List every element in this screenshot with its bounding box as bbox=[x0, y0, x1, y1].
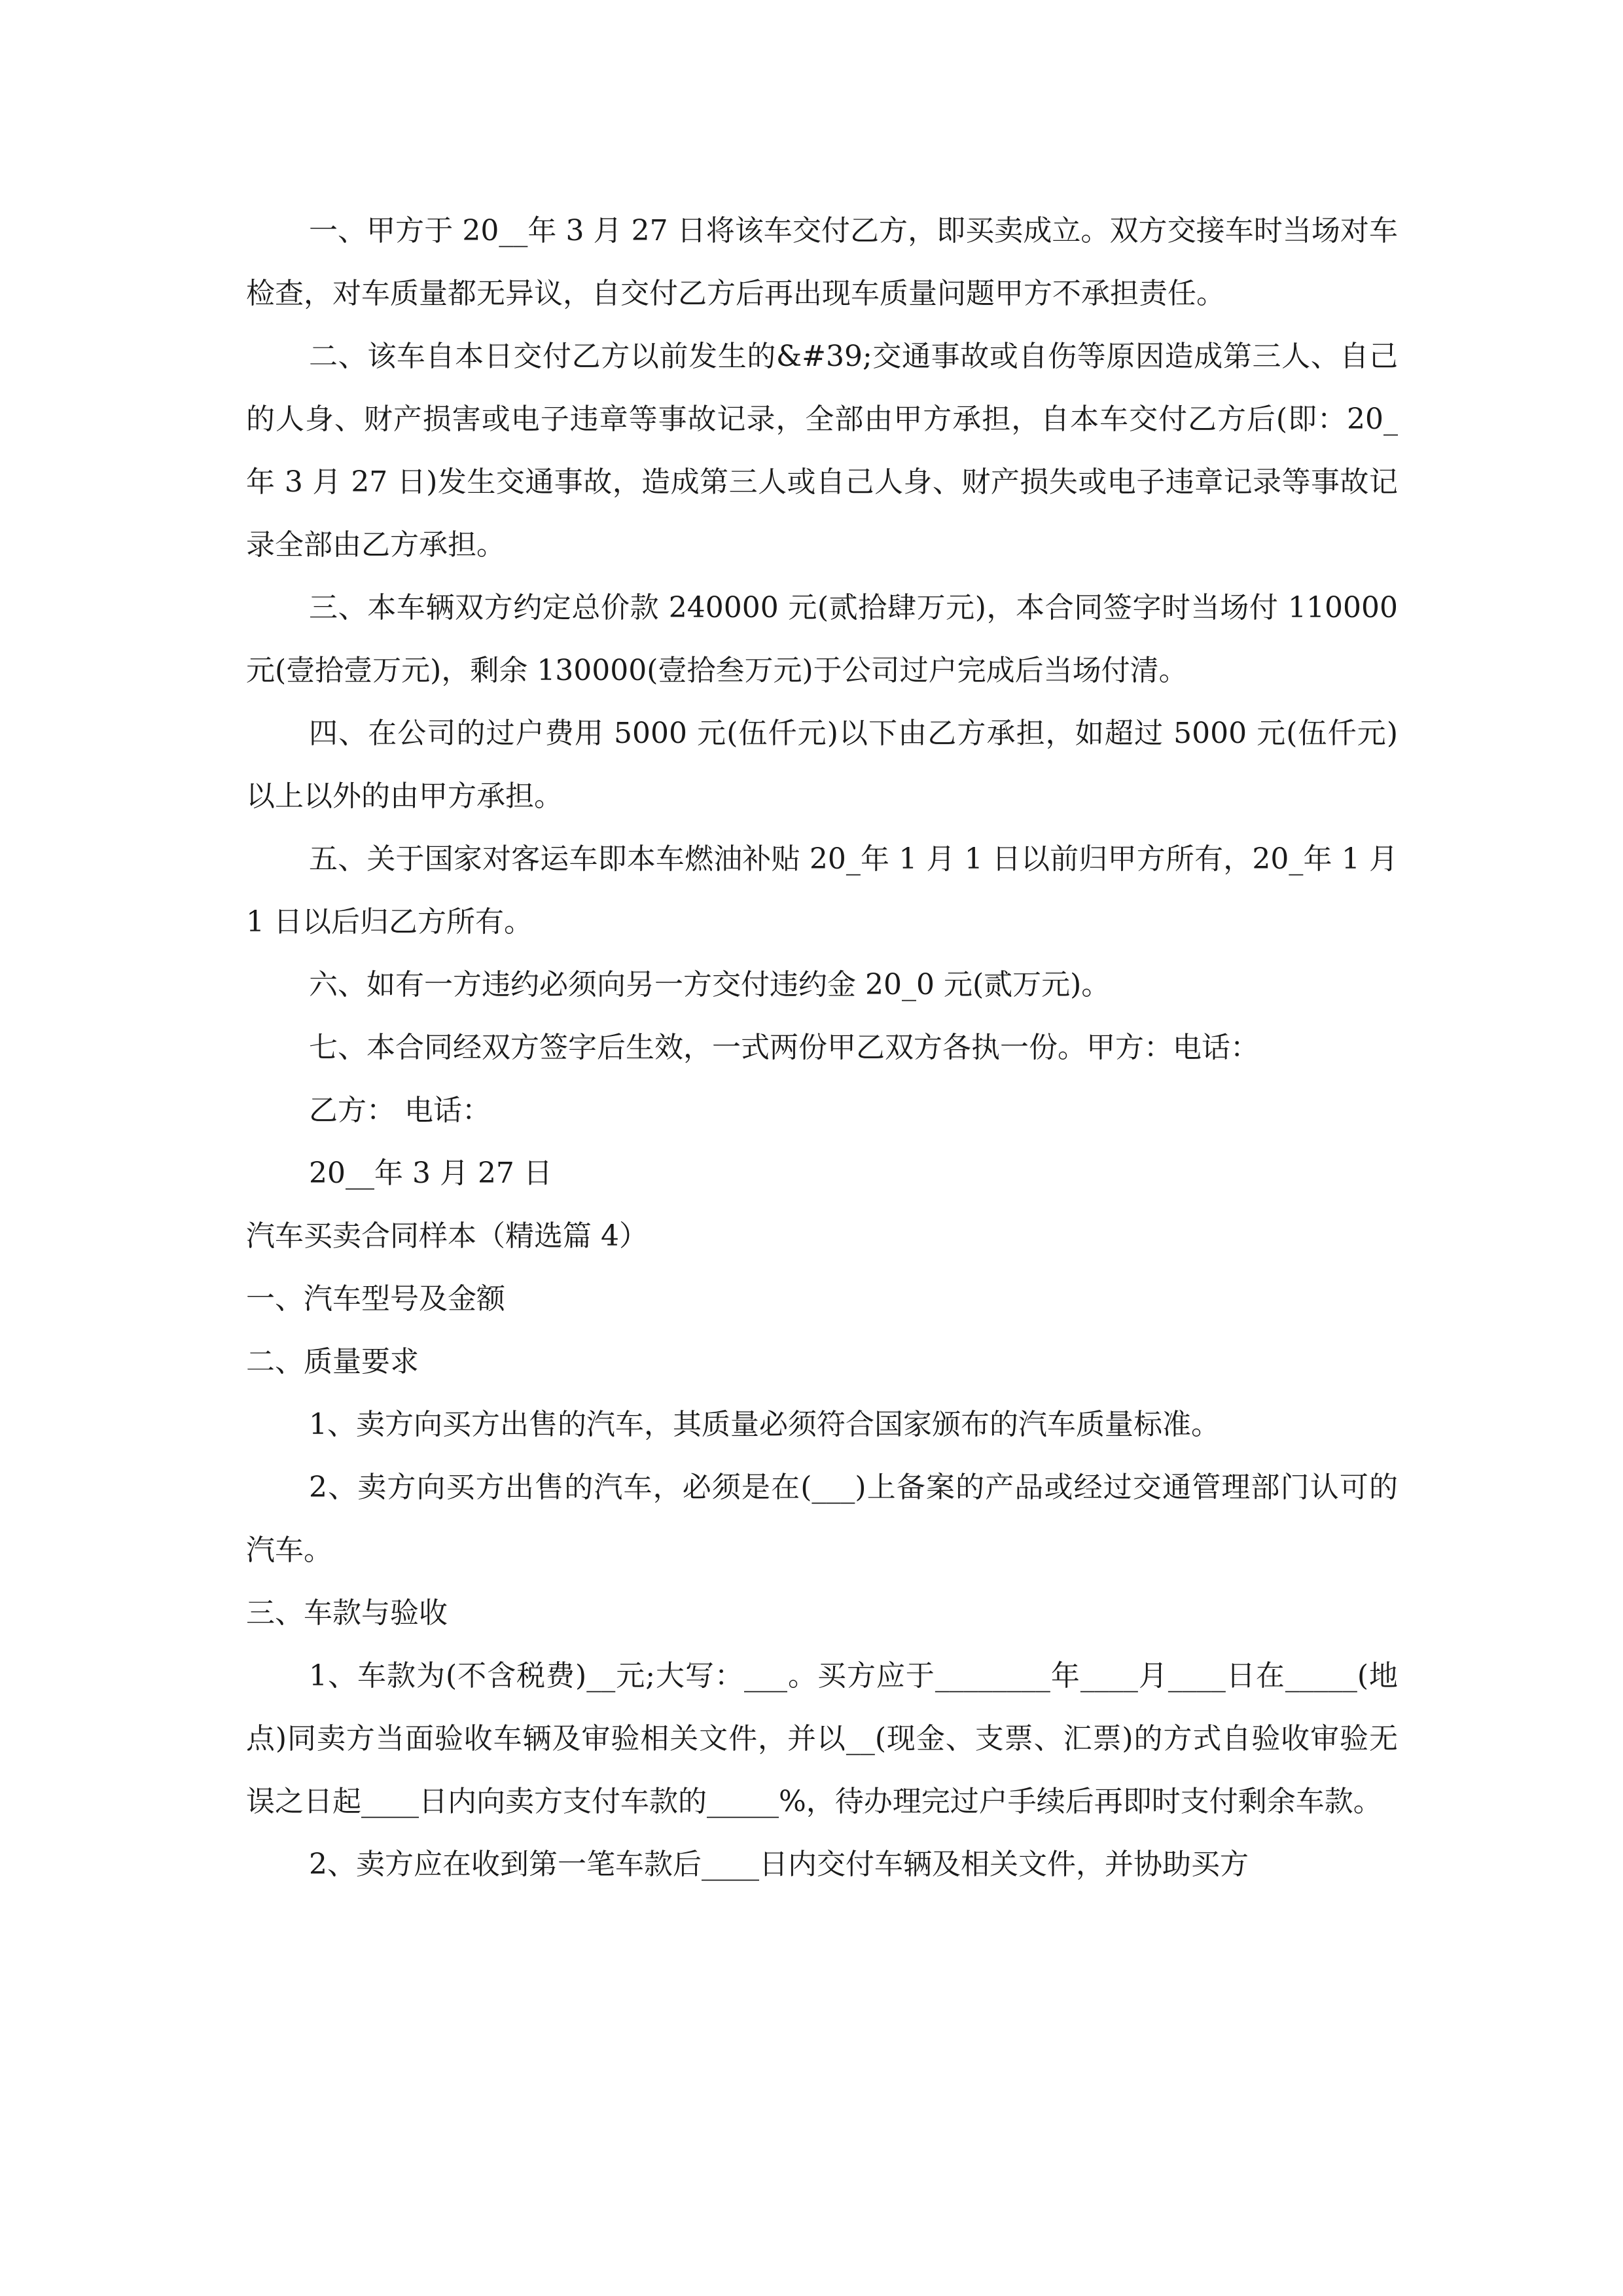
section-title: 汽车买卖合同样本（精选篇 4） bbox=[246, 1219, 648, 1253]
clause-3-paragraph: 三、本车辆双方约定总价款 240000 元(贰拾肆万元)，本合同签字时当场付 110000 元(壹拾壹万元)，剩余 130000(壹拾叁万元)于公司过户完成后当场付清。 bbox=[246, 591, 1398, 687]
quality-item-1: 1、卖方向买方出售的汽车，其质量必须符合国家颁布的汽车质量标准。 bbox=[309, 1408, 1220, 1441]
clause-7-paragraph: 七、本合同经双方签字后生效，一式两份甲乙双方各执一份。甲方：电话： bbox=[309, 1031, 1259, 1064]
heading-quality-requirements: 二、质量要求 bbox=[246, 1345, 419, 1378]
payment-item-2: 2、卖方应在收到第一笔车款后____日内交付车辆及相关文件，并协助买方 bbox=[309, 1848, 1249, 1881]
quality-item-2: 2、卖方向买方出售的汽车，必须是在(___)上备案的产品或经过交通管理部门认可的汽车。 bbox=[246, 1471, 1398, 1567]
payment-item-1: 1、车款为(不含税费)__元;大写：___。买方应于________年____月____日在_____(地点)同卖方当面验收车辆及审验相关文件，并以__(现金、支票、汇票)的方式自验收审验无误之日起____日内向卖方支付车款的_____%，待办理完过户手续后再即时支付剩余车款。 bbox=[246, 1659, 1398, 1818]
heading-payment-and-inspection: 三、车款与验收 bbox=[246, 1596, 448, 1630]
clause-5-paragraph: 五、关于国家对客运车即本车燃油补贴 20_年 1 月 1 日以前归甲方所有，20_年 1 月 1 日以后归乙方所有。 bbox=[246, 842, 1398, 939]
document-body bbox=[246, 200, 1398, 1896]
party-b-signature-line: 乙方： 电话： bbox=[309, 1094, 491, 1127]
signing-date: 20__年 3 月 27 日 bbox=[309, 1157, 552, 1190]
clause-6-paragraph: 六、如有一方违约必须向另一方交付违约金 20_0 元(贰万元)。 bbox=[309, 968, 1111, 1001]
heading-model-and-amount: 一、汽车型号及金额 bbox=[246, 1282, 505, 1316]
clause-4-paragraph: 四、在公司的过户费用 5000 元(伍仟元)以下由乙方承担，如超过 5000 元(伍仟元)以上以外的由甲方承担。 bbox=[246, 717, 1398, 813]
clause-1-paragraph: 一、甲方于 20__年 3 月 27 日将该车交付乙方，即买卖成立。双方交接车时当场对车检查，对车质量都无异议，自交付乙方后再出现车质量问题甲方不承担责任。 bbox=[246, 214, 1398, 310]
clause-2-paragraph: 二、该车自本日交付乙方以前发生的&#39;交通事故或自伤等原因造成第三人、自己的人身、财产损害或电子违章等事故记录，全部由甲方承担，自本车交付乙方后(即：20_年 3 月 27 日)发生交通事故，造成第三人或自己人身、财产损失或电子违章记录等事故记录全部由乙方承担。 bbox=[246, 340, 1398, 562]
